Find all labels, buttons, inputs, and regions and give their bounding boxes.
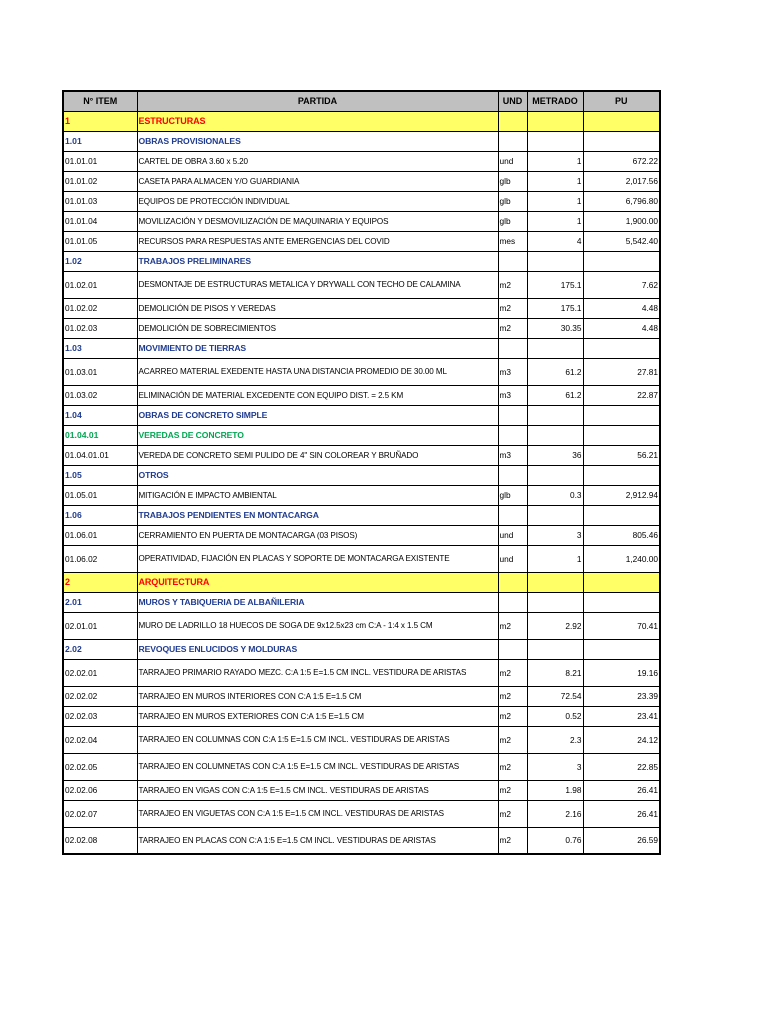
item-code-cell: 01.06.01: [63, 525, 137, 545]
item-code-cell: 01.02.02: [63, 298, 137, 318]
table-row: [63, 318, 660, 338]
partida-cell: TARRAJEO PRIMARIO RAYADO MEZC. C:A 1:5 E=1.5 CM INCL. VESTIDURA DE ARISTAS: [137, 659, 498, 686]
unit-price-cell: 2,017.56: [583, 171, 660, 191]
table-row: [63, 612, 660, 639]
partida-cell: VEREDAS DE CONCRETO: [137, 425, 498, 445]
unit-cell: [498, 572, 527, 592]
subsection-row: [63, 251, 660, 271]
item-code-cell: 1: [63, 111, 137, 131]
table-row: [63, 726, 660, 753]
unit-price-cell: 805.46: [583, 525, 660, 545]
item-code-cell: 1.03: [63, 338, 137, 358]
item-code-cell: 01.04.01.01: [63, 445, 137, 465]
metrado-cell: 175.1: [527, 271, 583, 298]
table-row: [63, 800, 660, 827]
metrado-cell: 36: [527, 445, 583, 465]
metrado-cell: 3: [527, 525, 583, 545]
metrado-cell: 2.16: [527, 800, 583, 827]
metrado-cell: 1.98: [527, 780, 583, 800]
metrado-cell: [527, 592, 583, 612]
item-code-cell: 02.02.02: [63, 686, 137, 706]
metrado-cell: 61.2: [527, 385, 583, 405]
metrado-cell: 72.54: [527, 686, 583, 706]
partida-cell: VEREDA DE CONCRETO SEMI PULIDO DE 4" SIN COLOREAR Y BRUÑADO: [137, 445, 498, 465]
partida-cell: CARTEL DE OBRA 3.60 x 5.20: [137, 151, 498, 171]
partida-cell: TARRAJEO EN MUROS INTERIORES CON C:A 1:5 E=1.5 CM: [137, 686, 498, 706]
item-code-cell: 1.04: [63, 405, 137, 425]
metrado-cell: 30.35: [527, 318, 583, 338]
partida-cell: TARRAJEO EN COLUMNAS CON C:A 1:5 E=1.5 CM INCL. VESTIDURAS DE ARISTAS: [137, 726, 498, 753]
unit-price-cell: 1,900.00: [583, 211, 660, 231]
partida-cell: TARRAJEO EN PLACAS CON C:A 1:5 E=1.5 CM INCL. VESTIDURAS DE ARISTAS: [137, 827, 498, 854]
partida-cell: TARRAJEO EN COLUMNETAS CON C:A 1:5 E=1.5 CM INCL. VESTIDURAS DE ARISTAS: [137, 753, 498, 780]
metrado-cell: 1: [527, 151, 583, 171]
item-code-cell: 02.02.07: [63, 800, 137, 827]
unit-price-cell: 26.41: [583, 780, 660, 800]
header-metrado: METRADO: [527, 91, 583, 111]
unit-price-cell: [583, 251, 660, 271]
unit-cell: glb: [498, 191, 527, 211]
unit-price-cell: 7.62: [583, 271, 660, 298]
unit-cell: [498, 338, 527, 358]
section-row: [63, 111, 660, 131]
unit-price-cell: 2,912.94: [583, 485, 660, 505]
unit-cell: [498, 639, 527, 659]
unit-price-cell: 5,542.40: [583, 231, 660, 251]
item-code-cell: 01.05.01: [63, 485, 137, 505]
metrado-cell: 1: [527, 191, 583, 211]
partida-cell: OPERATIVIDAD, FIJACIÓN EN PLACAS Y SOPORTE DE MONTACARGA EXISTENTE: [137, 545, 498, 572]
metrado-cell: 175.1: [527, 298, 583, 318]
item-code-cell: 01.01.04: [63, 211, 137, 231]
metrado-cell: [527, 465, 583, 485]
unit-price-cell: 56.21: [583, 445, 660, 465]
table-row: [63, 171, 660, 191]
table-row: [63, 231, 660, 251]
partida-cell: DESMONTAJE DE ESTRUCTURAS METALICA Y DRYWALL CON TECHO DE CALAMINA: [137, 271, 498, 298]
unit-cell: m2: [498, 612, 527, 639]
unit-cell: glb: [498, 171, 527, 191]
partida-cell: TARRAJEO EN VIGAS CON C:A 1:5 E=1.5 CM INCL. VESTIDURAS DE ARISTAS: [137, 780, 498, 800]
unit-cell: mes: [498, 231, 527, 251]
unit-cell: m2: [498, 827, 527, 854]
partida-cell: ARQUITECTURA: [137, 572, 498, 592]
unit-price-cell: 70.41: [583, 612, 660, 639]
subsection-row: [63, 505, 660, 525]
table-row: [63, 191, 660, 211]
partida-cell: CERRAMIENTO EN PUERTA DE MONTACARGA (03 PISOS): [137, 525, 498, 545]
unit-cell: m2: [498, 780, 527, 800]
unit-price-cell: 4.48: [583, 298, 660, 318]
partida-cell: TRABAJOS PRELIMINARES: [137, 251, 498, 271]
partida-cell: REVOQUES ENLUCIDOS Y MOLDURAS: [137, 639, 498, 659]
item-code-cell: 1.02: [63, 251, 137, 271]
item-code-cell: 1.01: [63, 131, 137, 151]
unit-cell: m2: [498, 753, 527, 780]
unit-cell: [498, 131, 527, 151]
item-code-cell: 01.03.02: [63, 385, 137, 405]
unit-price-cell: [583, 465, 660, 485]
header-partida: PARTIDA: [137, 91, 498, 111]
subsection-row: [63, 338, 660, 358]
item-code-cell: 1.06: [63, 505, 137, 525]
partida-cell: TRABAJOS PENDIENTES EN MONTACARGA: [137, 505, 498, 525]
unit-cell: [498, 111, 527, 131]
unit-cell: m2: [498, 800, 527, 827]
unit-cell: m3: [498, 385, 527, 405]
table-row: [63, 753, 660, 780]
unit-price-cell: 22.85: [583, 753, 660, 780]
metrado-cell: 1: [527, 171, 583, 191]
unit-cell: [498, 425, 527, 445]
unit-price-cell: [583, 572, 660, 592]
item-code-cell: 02.02.08: [63, 827, 137, 854]
unit-cell: [498, 592, 527, 612]
partida-cell: OTROS: [137, 465, 498, 485]
unit-price-cell: [583, 592, 660, 612]
item-code-cell: 2: [63, 572, 137, 592]
partida-cell: DEMOLICIÓN DE PISOS Y VEREDAS: [137, 298, 498, 318]
metrado-cell: [527, 572, 583, 592]
table-row: [63, 211, 660, 231]
unit-cell: m2: [498, 706, 527, 726]
table-row: [63, 151, 660, 171]
metrado-cell: 0.76: [527, 827, 583, 854]
item-code-cell: 02.01.01: [63, 612, 137, 639]
unit-price-cell: 19.16: [583, 659, 660, 686]
item-code-cell: 01.04.01: [63, 425, 137, 445]
item-code-cell: 01.01.02: [63, 171, 137, 191]
table-row: [63, 358, 660, 385]
item-code-cell: 01.01.01: [63, 151, 137, 171]
unit-price-cell: [583, 131, 660, 151]
metrado-cell: [527, 111, 583, 131]
item-code-cell: 01.02.03: [63, 318, 137, 338]
table-body: [63, 111, 660, 854]
unit-cell: und: [498, 525, 527, 545]
partida-cell: OBRAS DE CONCRETO SIMPLE: [137, 405, 498, 425]
partida-cell: ELIMINACIÓN DE MATERIAL EXCEDENTE CON EQUIPO DIST. = 2.5 KM: [137, 385, 498, 405]
unit-cell: [498, 251, 527, 271]
partida-cell: CASETA PARA ALMACEN Y/O GUARDIANIA: [137, 171, 498, 191]
metrado-cell: 8.21: [527, 659, 583, 686]
header-und: UND: [498, 91, 527, 111]
unit-cell: m3: [498, 445, 527, 465]
partida-cell: MITIGACIÓN E IMPACTO AMBIENTAL: [137, 485, 498, 505]
unit-price-cell: 6,796.80: [583, 191, 660, 211]
item-code-cell: 2.02: [63, 639, 137, 659]
unit-price-cell: 26.59: [583, 827, 660, 854]
metrado-cell: 3: [527, 753, 583, 780]
unit-cell: [498, 465, 527, 485]
item-code-cell: 2.01: [63, 592, 137, 612]
partida-cell: MURO DE LADRILLO 18 HUECOS DE SOGA DE 9x12.5x23 cm C:A - 1:4 x 1.5 CM: [137, 612, 498, 639]
partida-cell: MUROS Y TABIQUERIA DE ALBAÑILERIA: [137, 592, 498, 612]
table-row: [63, 545, 660, 572]
item-code-cell: 01.02.01: [63, 271, 137, 298]
metrado-cell: 0.52: [527, 706, 583, 726]
metrado-cell: 0.3: [527, 485, 583, 505]
table-row: [63, 298, 660, 318]
unit-price-cell: 24.12: [583, 726, 660, 753]
metrado-cell: [527, 405, 583, 425]
unit-cell: und: [498, 545, 527, 572]
metrado-cell: 1: [527, 545, 583, 572]
unit-cell: m2: [498, 271, 527, 298]
unit-cell: m2: [498, 298, 527, 318]
item-code-cell: 1.05: [63, 465, 137, 485]
metrado-cell: 1: [527, 211, 583, 231]
header-item: N° ITEM: [63, 91, 137, 111]
partida-cell: TARRAJEO EN VIGUETAS CON C:A 1:5 E=1.5 CM INCL. VESTIDURAS DE ARISTAS: [137, 800, 498, 827]
unit-price-cell: [583, 111, 660, 131]
unit-cell: [498, 505, 527, 525]
partida-cell: MOVIMIENTO DE TIERRAS: [137, 338, 498, 358]
partida-cell: MOVILIZACIÓN Y DESMOVILIZACIÓN DE MAQUINARIA Y EQUIPOS: [137, 211, 498, 231]
metrado-cell: 2.92: [527, 612, 583, 639]
item-code-cell: 01.01.05: [63, 231, 137, 251]
metrado-cell: [527, 251, 583, 271]
unit-price-cell: 672.22: [583, 151, 660, 171]
table-row: [63, 525, 660, 545]
metrado-cell: [527, 505, 583, 525]
subsection-row: [63, 425, 660, 445]
unit-price-cell: [583, 425, 660, 445]
unit-price-cell: [583, 639, 660, 659]
item-code-cell: 02.02.03: [63, 706, 137, 726]
header-pu: PU: [583, 91, 660, 111]
metrado-cell: 2.3: [527, 726, 583, 753]
subsection-row: [63, 465, 660, 485]
unit-cell: glb: [498, 211, 527, 231]
budget-table: [62, 90, 661, 855]
unit-cell: und: [498, 151, 527, 171]
partida-cell: ACARREO MATERIAL EXEDENTE HASTA UNA DISTANCIA PROMEDIO DE 30.00 ML: [137, 358, 498, 385]
table-row: [63, 706, 660, 726]
table-row: [63, 827, 660, 854]
partida-cell: ESTRUCTURAS: [137, 111, 498, 131]
unit-price-cell: [583, 505, 660, 525]
unit-cell: m2: [498, 686, 527, 706]
unit-price-cell: 26.41: [583, 800, 660, 827]
unit-price-cell: 4.48: [583, 318, 660, 338]
table-row: [63, 385, 660, 405]
table-row: [63, 445, 660, 465]
partida-cell: DEMOLICIÓN DE SOBRECIMIENTOS: [137, 318, 498, 338]
partida-cell: RECURSOS PARA RESPUESTAS ANTE EMERGENCIAS DEL COVID: [137, 231, 498, 251]
unit-cell: m2: [498, 726, 527, 753]
metrado-cell: [527, 639, 583, 659]
partida-cell: TARRAJEO EN MUROS EXTERIORES CON C:A 1:5 E=1.5 CM: [137, 706, 498, 726]
table-row: [63, 271, 660, 298]
partida-cell: EQUIPOS DE PROTECCIÓN INDIVIDUAL: [137, 191, 498, 211]
item-code-cell: 01.03.01: [63, 358, 137, 385]
unit-price-cell: 1,240.00: [583, 545, 660, 572]
unit-cell: m2: [498, 318, 527, 338]
unit-cell: [498, 405, 527, 425]
unit-price-cell: [583, 338, 660, 358]
metrado-cell: [527, 131, 583, 151]
subsection-row: [63, 639, 660, 659]
unit-price-cell: [583, 405, 660, 425]
subsection-row: [63, 131, 660, 151]
unit-cell: m2: [498, 659, 527, 686]
metrado-cell: [527, 425, 583, 445]
item-code-cell: 01.06.02: [63, 545, 137, 572]
metrado-cell: [527, 338, 583, 358]
partida-cell: OBRAS PROVISIONALES: [137, 131, 498, 151]
item-code-cell: 02.02.04: [63, 726, 137, 753]
item-code-cell: 02.02.01: [63, 659, 137, 686]
subsection-row: [63, 592, 660, 612]
item-code-cell: 02.02.06: [63, 780, 137, 800]
item-code-cell: 01.01.03: [63, 191, 137, 211]
unit-cell: m3: [498, 358, 527, 385]
unit-cell: glb: [498, 485, 527, 505]
table-row: [63, 780, 660, 800]
metrado-cell: 4: [527, 231, 583, 251]
unit-price-cell: 23.41: [583, 706, 660, 726]
unit-price-cell: 22.87: [583, 385, 660, 405]
table-row: [63, 686, 660, 706]
header-row: [63, 91, 660, 111]
item-code-cell: 02.02.05: [63, 753, 137, 780]
table-row: [63, 659, 660, 686]
subsection-row: [63, 405, 660, 425]
unit-price-cell: 23.39: [583, 686, 660, 706]
table-row: [63, 485, 660, 505]
unit-price-cell: 27.81: [583, 358, 660, 385]
metrado-cell: 61.2: [527, 358, 583, 385]
section-row: [63, 572, 660, 592]
